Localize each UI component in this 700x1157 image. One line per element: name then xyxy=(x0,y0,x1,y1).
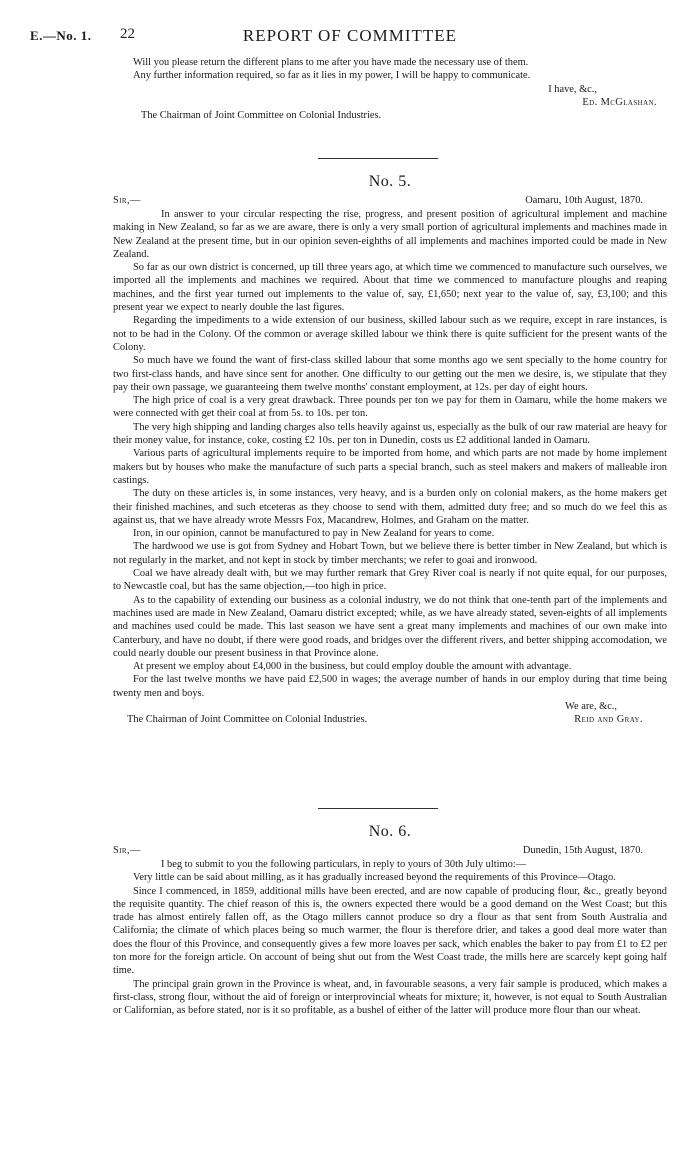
addressee: The Chairman of Joint Committee on Colonial Industries. xyxy=(141,110,382,122)
salutation: Sir,— xyxy=(113,195,141,206)
signature-row xyxy=(113,713,667,727)
signature: Reid and Gray. xyxy=(574,714,643,726)
letter-heading xyxy=(113,844,667,858)
previous-letter-ending xyxy=(113,56,667,122)
letter-paragraph: Since I commenced, in 1859, additional mills have been erected, and are now capable of producing flour, &c., greatly beyond the requisite quantity. The chief reason of this is, the owners expected there would be a good demand on the West Coast; but this trade has almost entirely fallen off, as the Otago millers cannot produce so dry a flour as that sent from South Australia and California; the climate of which places being so much warmer, the flour is therefore drier, and takes a good deal more water than does the flour of this Province, and consequently gives a few more loaves per sack, which enables the baker to pay from £1 to £2 per ton more for the foreign article. On account of being shut out from the West Coast trade, the mills here are scarcely kept going half time. xyxy=(113,885,667,977)
document-reference: E.—No. 1. xyxy=(30,28,92,43)
letter-no-5 xyxy=(113,170,667,727)
page-header xyxy=(30,26,670,48)
letter-number: No. 6. xyxy=(368,823,412,840)
intro-paragraph: Any further information required, so far as it lies in my power, I will be happy to communicate. xyxy=(133,70,531,82)
letter-paragraph: The high price of coal is a very great drawback. Three pounds per ton we pay for them in Oamaru, while the home makers we were connected with get their coal at from 5s. to 10s. per ton. xyxy=(113,395,667,420)
letter-number: No. 5. xyxy=(368,173,412,190)
letter-paragraph: In answer to your circular respecting the rise, progress, and present position of agricultural implement and machine making in New Zealand, so far as we are aware, there is only a very small portion of agricultural implements and machines made in New Zealand at the present time, but in our opinion seven-eighths of all implements and machines imported could be made in New Zealand. xyxy=(113,209,667,260)
letter-paragraph: The principal grain grown in the Province is wheat, and, in favourable seasons, a very fair sample is produced, which makes a first-class, strong flour, without the aid of foreign or interprovincial wheats for mixture; it, however, is not equal to South Australian or Californian, as before stated, nor is it so profitable, as a bushel of either of the latter will produce more flour than our wheat. xyxy=(113,978,667,1017)
place-date: Dunedin, 15th August, 1870. xyxy=(522,845,643,856)
section-divider xyxy=(318,808,438,809)
letter-paragraph: Iron, in our opinion, cannot be manufactured to pay in New Zealand for years to come. xyxy=(133,528,495,540)
letter-paragraph: Very little can be said about milling, as it has gradually increased beyond the requirements of this Province—Otago. xyxy=(133,872,616,884)
letter-paragraph: As to the capability of extending our business as a colonial industry, we do not think that one-tenth part of the implements and machines used are made in New Zealand, Oamaru district excepted; while, as we have already stated, seven-eights of all implements and machines used could be made. This last season we have sent a great many implements and machines of our own make into Canterbury, and have no doubt, if there were good roads, and bridges over the different rivers, and better shipping accomodation, we could nearly double our present business in that Province alone. xyxy=(113,594,667,659)
letter-paragraph: Regarding the impediments to a wide extension of our business, skilled labour such as we require, except in rare instances, is not to be had in the Colony. Of the common or average skilled labour we think there is quite sufficient for the present wants of the Colony. xyxy=(113,315,667,353)
place-date: Oamaru, 10th August, 1870. xyxy=(525,195,643,206)
addressee: The Chairman of Joint Committee on Colonial Industries. xyxy=(127,714,368,726)
letter-paragraph: I beg to submit to you the following particulars, in reply to yours of 30th July ultimo:— xyxy=(161,859,527,870)
letter-paragraph: At present we employ about £4,000 in the business, but could employ double the amount with advantage. xyxy=(133,661,572,673)
page-number: 22 xyxy=(120,26,135,42)
running-title: REPORT OF COMMITTEE xyxy=(242,26,458,45)
closing: I have, &c., xyxy=(548,83,597,95)
closing: We are, &c., xyxy=(565,700,617,712)
letter-paragraph: So much have we found the want of first-class skilled labour that some months ago we sent specially to the home country for two first-class hands, and have since sent for another. One difficulty to our getting out the men we desire, is, we stipulate that they pay their own passage, we guaranteeing them twelve months' constant employment, at 12s. per day of eight hours. xyxy=(113,355,667,393)
intro-paragraph: Will you please return the different plans to me after you have made the necessary use of them. xyxy=(133,57,529,68)
letter-paragraph: The very high shipping and landing charges also tells heavily against us, especially as the bulk of our raw material are heavy for their money value, for instance, coke, costing £2 10s. per ton in Dunedin, costs us £2 additional landed in Oamaru. xyxy=(113,421,667,447)
signature: Ed. McGlashan. xyxy=(582,96,657,108)
letter-no-6 xyxy=(113,820,667,1018)
letter-paragraph: The hardwood we use is got from Sydney and Hobart Town, but we believe there is better timber in New Zealand, but which is not regularly in the market, and not kept in stock by timber merchants; we refer to goai and ironwood. xyxy=(113,541,667,566)
letter-paragraph: Various parts of agricultural implements require to be imported from home, and which parts are not made by home implement makers but by houses who make the manufacture of such parts a special branch, such as steel makers and makers of malleable iron castings. xyxy=(113,448,667,486)
letter-paragraph: Coal we have already dealt with, but we may further remark that Grey River coal is nearly if not quite equal, for our purposes, to Newcastle coal, but has the same objection,—too high in price. xyxy=(113,568,667,593)
letter-paragraph: For the last twelve months we have paid £2,500 in wages; the average number of hands in our employ during that time being twenty men and boys. xyxy=(113,674,667,699)
section-divider xyxy=(318,158,438,159)
letter-heading xyxy=(113,194,667,208)
letter-paragraph: The duty on these articles is, in some instances, very heavy, and is a burden only on colonial makers, as the home makers get their finished machines, and such etceteras as they choose to send with them, admitted duty free; and so much do we feel this as against us, that we have already wrote Messrs Fox, Macandrew, Holmes, and Graham on the matter. xyxy=(113,488,667,526)
letter-paragraph: So far as our own district is concerned, up till three years ago, at which time we commenced to manufacture such ourselves, we imported all the implements and machines we required. About that time we commenced to manufacture ploughs and reaping machines, and the first year turned out implements to the value of, say, £1,650; next year to the value of, say, £3,100; and this present year we expect to nearly double the last figures. xyxy=(113,262,667,314)
salutation: Sir,— xyxy=(113,845,141,856)
